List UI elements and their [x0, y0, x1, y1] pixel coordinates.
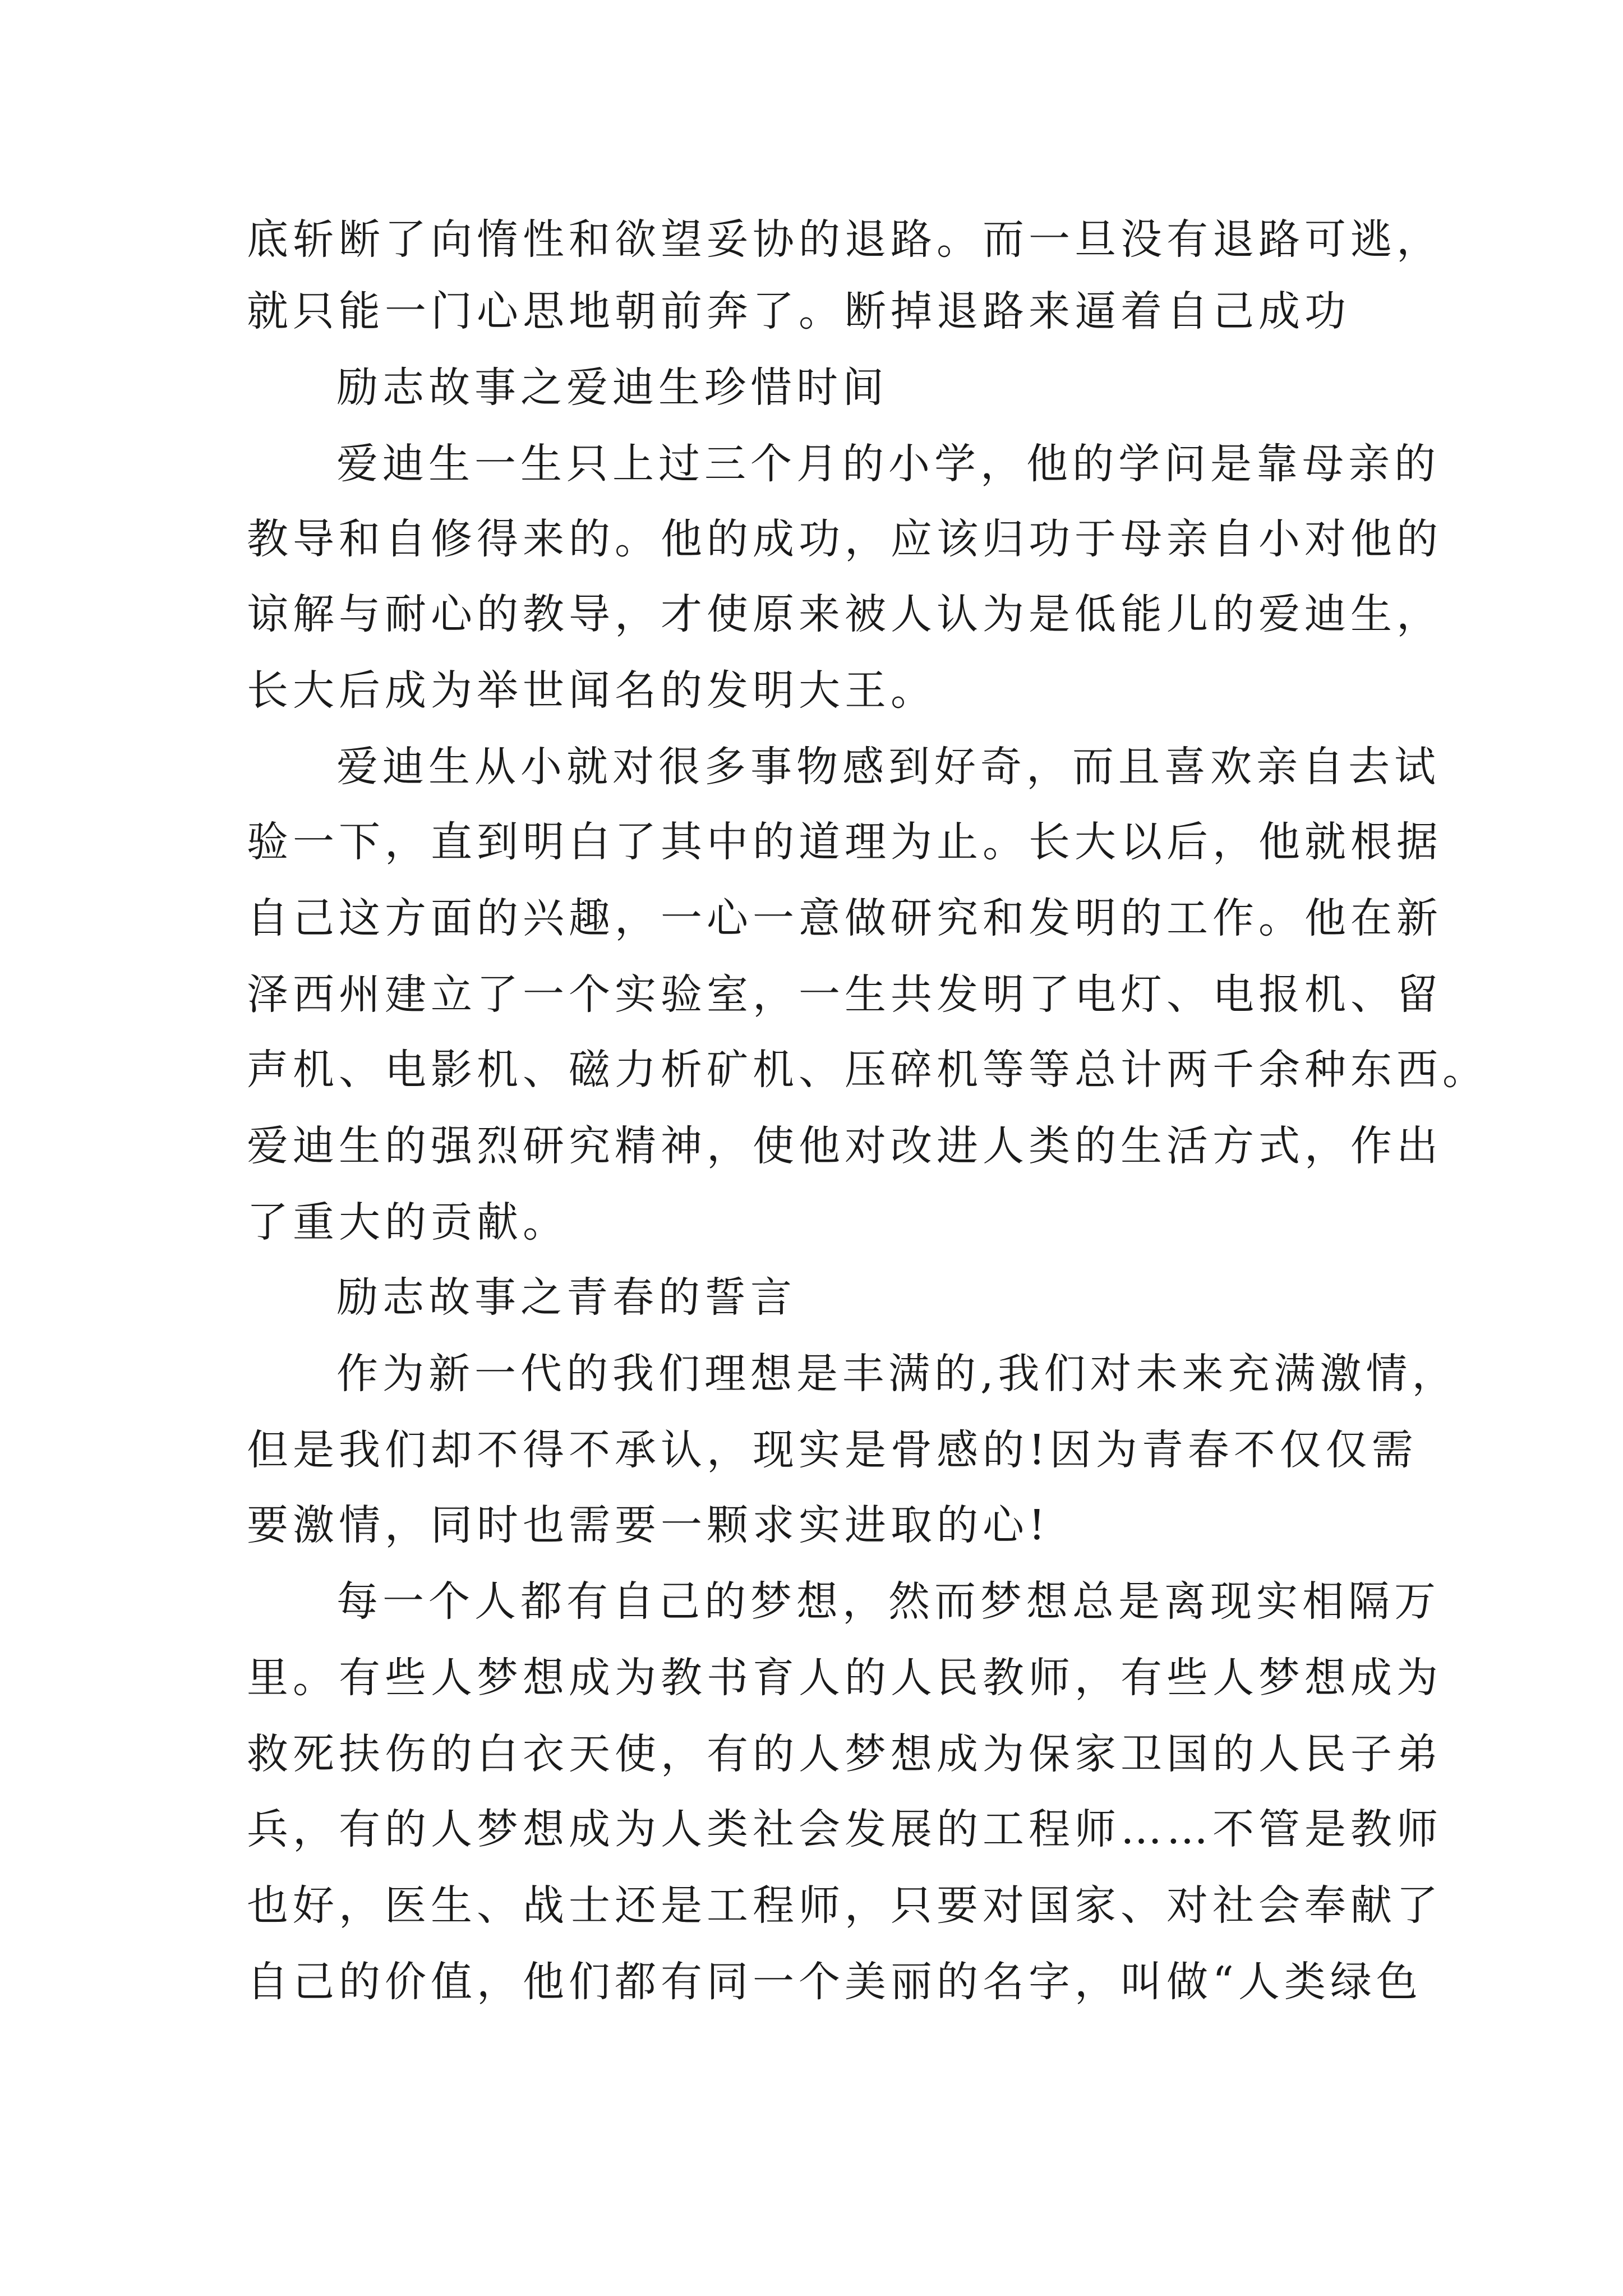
- text-line: 自己的价值，他们都有同一个美丽的名字，叫做“人类绿色: [247, 1958, 1422, 2006]
- text-line: 要激情，同时也需要一颗求实进取的心!: [247, 1501, 1050, 1549]
- text-line: 救死扶伤的白衣天使，有的人梦想成为保家卫国的人民子弟: [247, 1730, 1442, 1778]
- section-heading: 励志故事之爱迪生珍惜时间: [336, 364, 888, 412]
- text-line: 兵，有的人梦想成为人类社会发展的工程师……不管是教师: [247, 1805, 1442, 1853]
- text-line: 就只能一门心思地朝前奔了。断掉退路来逼着自己成功: [247, 287, 1350, 335]
- text-line: 底斩断了向惰性和欲望妥协的退路。而一旦没有退路可逃，: [247, 215, 1442, 264]
- text-line: 作为新一代的我们理想是丰满的,我们对未来充满激情，: [336, 1350, 1458, 1398]
- text-line: 也好，医生、战士还是工程师，只要对国家、对社会奉献了: [247, 1881, 1442, 1930]
- text-line: 谅解与耐心的教导，才使原来被人认为是低能儿的爱迪生，: [247, 590, 1442, 638]
- text-line: 里。有些人梦想成为教书育人的人民教师，有些人梦想成为: [247, 1654, 1442, 1702]
- text-line: 爱迪生一生只上过三个月的小学，他的学问是靠母亲的: [336, 440, 1440, 488]
- section-heading: 励志故事之青春的誓言: [336, 1273, 796, 1322]
- text-line: 每一个人都有自己的梦想，然而梦想总是离现实相隔万: [336, 1577, 1440, 1626]
- text-line: 声机、电影机、磁力析矿机、压碎机等等总计两千余种东西。: [247, 1046, 1488, 1094]
- text-line: 泽西州建立了一个实验室，一生共发明了电灯、电报机、留: [247, 970, 1442, 1019]
- text-line: 验一下，直到明白了其中的道理为止。长大以后，他就根据: [247, 818, 1442, 866]
- text-line: 但是我们却不得不承认，现实是骨感的!因为青春不仅仅需: [247, 1426, 1418, 1474]
- text-line: 了重大的贡献。: [247, 1198, 569, 1246]
- text-line: 自己这方面的兴趣，一心一意做研究和发明的工作。他在新: [247, 894, 1442, 942]
- text-line: 长大后成为举世闻名的发明大王。: [247, 666, 937, 715]
- text-line: 爱迪生从小就对很多事物感到好奇，而且喜欢亲自去试: [336, 743, 1440, 791]
- text-line: 教导和自修得来的。他的成功，应该归功于母亲自小对他的: [247, 515, 1442, 563]
- text-line: 爱迪生的强烈研究精神，使他对改进人类的生活方式，作出: [247, 1122, 1442, 1170]
